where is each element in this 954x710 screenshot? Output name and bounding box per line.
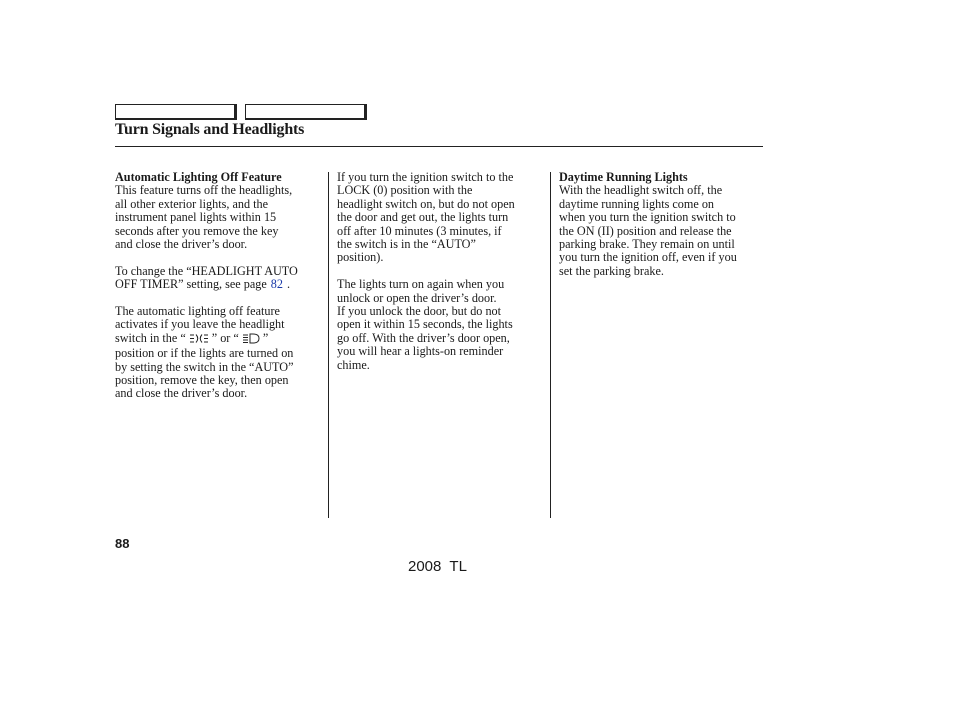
text-line: the switch is in the “AUTO” xyxy=(337,237,476,252)
title-divider xyxy=(115,146,763,147)
text-line: The lights turn on again when you xyxy=(337,277,505,292)
headlight-icon xyxy=(242,333,260,347)
text-line: position, remove the key, then open xyxy=(115,373,289,388)
nav-tab-2[interactable] xyxy=(245,104,367,120)
section-heading-daytime-running-lights: Daytime Running Lights xyxy=(559,170,688,184)
text-line: To change the “HEADLIGHT AUTO xyxy=(115,263,298,278)
column-3 xyxy=(559,171,764,278)
column-2 xyxy=(337,171,542,372)
parking-lights-icon xyxy=(189,333,209,347)
text-line: If you turn the ignition switch to the xyxy=(337,170,514,184)
column-1 xyxy=(115,171,320,401)
text-line: With the headlight switch off, the xyxy=(559,183,723,198)
footer-model: 2008 TL xyxy=(408,558,467,575)
text-line: and close the driver’s door. xyxy=(115,386,248,401)
text-line: parking brake. They remain on until xyxy=(559,237,735,252)
nav-tab-1[interactable] xyxy=(115,104,237,120)
page-link-82[interactable]: 82 xyxy=(270,277,283,292)
text-line: unlock or open the driver’s door. xyxy=(337,290,497,305)
text-line: off after 10 minutes (3 minutes, if xyxy=(337,223,502,238)
text-line: This feature turns off the headlights, xyxy=(115,183,293,198)
text-line: position). xyxy=(337,250,384,265)
text-line: activates if you leave the headlight xyxy=(115,317,285,332)
text-line: OFF TIMER” setting, see page 82 . xyxy=(115,277,290,292)
text-line: LOCK (0) position with the xyxy=(337,183,473,198)
text-line: headlight switch on, but do not open xyxy=(337,196,515,211)
text-line: instrument panel lights within 15 xyxy=(115,210,277,225)
text-line: If you unlock the door, but do not xyxy=(337,304,502,319)
text-line: you turn the ignition off, even if you xyxy=(559,250,737,265)
text-line: the ON (II) position and release the xyxy=(559,223,732,238)
text-line: all other exterior lights, and the xyxy=(115,196,268,211)
text-line: seconds after you remove the key xyxy=(115,223,279,238)
page-number: 88 xyxy=(115,536,130,551)
column-divider-2 xyxy=(550,172,551,518)
text-line: The automatic lighting off feature xyxy=(115,304,280,319)
page-title: Turn Signals and Headlights xyxy=(115,121,305,138)
text-line: the door and get out, the lights turn xyxy=(337,210,509,225)
text-line: open it within 15 seconds, the lights xyxy=(337,317,513,332)
column-divider-1 xyxy=(328,172,329,518)
text-line: by setting the switch in the “AUTO” xyxy=(115,359,294,374)
text-line: when you turn the ignition switch to xyxy=(559,210,736,225)
text-line: set the parking brake. xyxy=(559,263,664,278)
text-line: position or if the lights are turned on xyxy=(115,346,294,361)
text-line: switch in the “ ” or “ ” xyxy=(115,332,320,347)
section-heading-auto-lighting-off: Automatic Lighting Off Feature xyxy=(115,170,282,184)
text-line: go off. With the driver’s door open, xyxy=(337,330,510,345)
text-line: you will hear a lights-on reminder xyxy=(337,344,504,359)
text-line: daytime running lights come on xyxy=(559,196,715,211)
text-line: and close the driver’s door. xyxy=(115,237,248,252)
text-line: chime. xyxy=(337,357,370,372)
